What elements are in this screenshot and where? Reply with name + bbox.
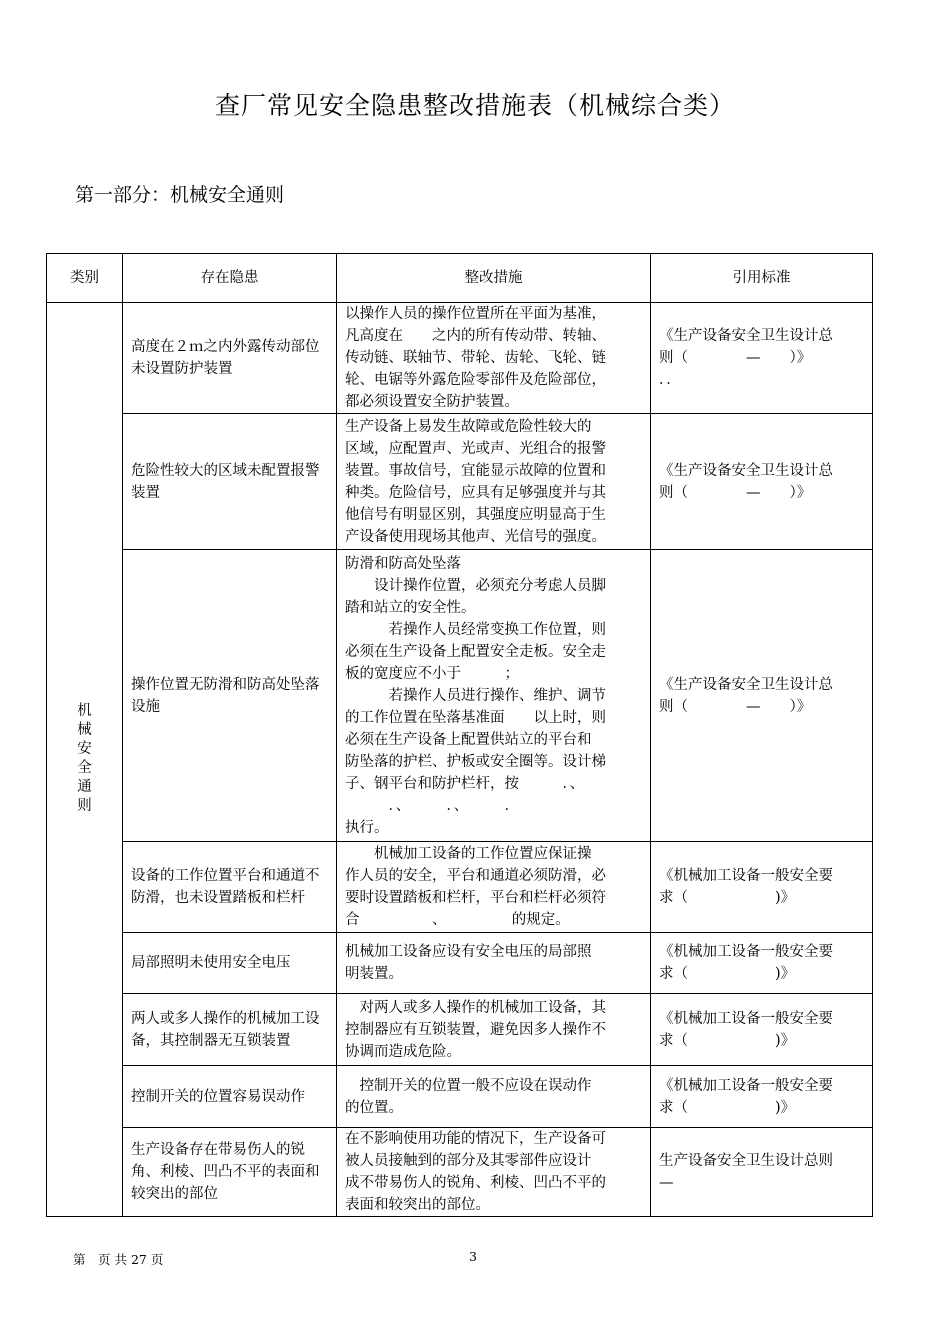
- standard-cell: [651, 414, 873, 550]
- category-label: 机械安全通则: [77, 703, 92, 814]
- standard-line: —: [659, 1175, 674, 1191]
- measure-line: 轮、电锯等外露危险零部件及危险部位，: [345, 372, 606, 388]
- standard-line: 《生产设备安全卫生设计总: [659, 676, 833, 693]
- hazard-cell: 控制开关的位置容易误动作: [123, 1066, 337, 1128]
- document-title: 查厂常见安全隐患整改措施表（机械综合类）: [214, 91, 735, 120]
- measure-line: 凡高度在 之内的所有传动带、转轴、: [345, 328, 606, 344]
- measure-line: 协调而造成危险。: [345, 1043, 461, 1060]
- measure-line: 设计操作位置，必须充分考虑人员脚: [345, 577, 606, 594]
- standard-line: 求（ )》: [659, 1032, 796, 1049]
- measure-line: 的工作位置在坠落基准面 以上时，则: [345, 709, 606, 726]
- measure-line: 在不影响使用功能的情况下，生产设备可: [345, 1131, 606, 1147]
- table-row: [47, 550, 873, 842]
- standard-cell: [651, 842, 873, 933]
- measure-line: 合 、 的规定。: [345, 912, 570, 928]
- hazard-cell: 设备的工作位置平台和通道不防滑，也未设置踏板和栏杆: [123, 842, 337, 933]
- measure-line: 板的宽度应不小于 ；: [345, 665, 519, 682]
- measure-line: 若操作人员经常变换工作位置，则: [345, 621, 606, 638]
- measure-line: 明装置。: [345, 966, 403, 982]
- measure-line: 表面和较突出的部位。: [345, 1197, 490, 1213]
- measure-line: 都必须设置安全防护装置。: [345, 394, 519, 410]
- measure-cell: [337, 1128, 651, 1217]
- measure-line: 他信号有明显区别，其强度应明显高于生: [345, 506, 606, 523]
- header-measure: 整改措施: [337, 254, 651, 303]
- measure-line: 装置。事故信号，宜能显示故障的位置和: [345, 462, 606, 479]
- standard-line: 则（ — ）》: [659, 484, 812, 501]
- standard-line: 则（ — ）》: [659, 350, 812, 366]
- measure-line: 成不带易伤人的锐角、利棱、凹凸不平的: [345, 1175, 606, 1191]
- standard-line: 《机械加工设备一般安全要: [659, 1010, 833, 1027]
- table-row: [47, 303, 873, 414]
- table-row: [47, 1066, 873, 1128]
- measure-line: 控制开关的位置一般不应设在误动作: [345, 1077, 592, 1094]
- standard-cell: [651, 933, 873, 994]
- measure-line: 要时设置踏板和栏杆，平台和栏杆必须符: [345, 890, 606, 906]
- category-cell: [47, 303, 123, 1217]
- measure-line: 传动链、联轴节、带轮、齿轮、飞轮、链: [345, 350, 606, 366]
- measure-line: 对两人或多人操作的机械加工设备，其: [345, 999, 606, 1016]
- standard-cell: [651, 1128, 873, 1217]
- standard-cell: [651, 303, 873, 414]
- measure-cell: [337, 414, 651, 550]
- header-standard: 引用标准: [651, 254, 873, 303]
- hazard-cell: 两人或多人操作的机械加工设备，其控制器无互锁装置: [123, 994, 337, 1066]
- measure-line: 的位置。: [345, 1099, 403, 1116]
- hazard-cell: 危险性较大的区域未配置报警装置: [123, 414, 337, 550]
- footer-page-number: 3: [469, 1249, 477, 1264]
- measure-line: 若操作人员进行操作、维护、调节: [345, 687, 606, 704]
- measure-cell: [337, 842, 651, 933]
- measure-cell: [337, 994, 651, 1066]
- table-row: [47, 1128, 873, 1217]
- measure-line: 被人员接触到的部分及其零部件应设计: [345, 1153, 592, 1169]
- header-category: 类别: [47, 254, 123, 303]
- standard-line: ．．: [659, 372, 681, 388]
- hazard-cell: 生产设备存在带易伤人的锐角、利棱、凹凸不平的表面和较突出的部位: [123, 1128, 337, 1217]
- standard-cell: [651, 550, 873, 842]
- measure-line: 以操作人员的操作位置所在平面为基准，: [345, 306, 606, 322]
- hazard-cell: 操作位置无防滑和防高处坠落设施: [123, 550, 337, 842]
- measure-cell: [337, 1066, 651, 1128]
- measure-line: 必须在生产设备上配置安全走板。安全走: [345, 643, 606, 660]
- measure-line: 机械加工设备的工作位置应保证操: [345, 846, 592, 862]
- measure-line: 踏和站立的安全性。: [345, 599, 476, 616]
- standard-line: 《机械加工设备一般安全要: [659, 944, 833, 960]
- measure-cell: [337, 933, 651, 994]
- standard-line: 求（ )》: [659, 1099, 796, 1116]
- standard-line: 《机械加工设备一般安全要: [659, 868, 833, 884]
- measure-line: 执行。: [345, 819, 389, 836]
- measure-line: 区域，应配置声、光或声、光组合的报警: [345, 440, 606, 457]
- section-heading: 第一部分：机械安全通则: [75, 184, 285, 206]
- standard-line: 《生产设备安全卫生设计总: [659, 328, 833, 344]
- measure-line: 生产设备上易发生故障或危险性较大的: [345, 418, 592, 435]
- hazard-cell: 局部照明未使用安全电压: [123, 933, 337, 994]
- standard-line: 则（ — ）》: [659, 698, 812, 715]
- table-row: [47, 842, 873, 933]
- table-row: [47, 414, 873, 550]
- measure-line: 机械加工设备应设有安全电压的局部照: [345, 944, 592, 960]
- measure-line: 控制器应有互锁装置，避免因多人操作不: [345, 1021, 606, 1038]
- measure-line: 作人员的安全，平台和通道必须防滑，必: [345, 868, 606, 884]
- measure-line: 防滑和防高处坠落: [345, 555, 461, 572]
- measure-cell: [337, 303, 651, 414]
- table-row: [47, 933, 873, 994]
- hazard-table: [46, 253, 873, 1217]
- measure-line: 防坠落的护栏、护板或安全圈等。设计梯: [345, 753, 606, 770]
- standard-line: 生产设备安全卫生设计总则: [659, 1153, 833, 1169]
- table-row: [47, 994, 873, 1066]
- standard-cell: [651, 1066, 873, 1128]
- standard-line: 《机械加工设备一般安全要: [659, 1077, 833, 1094]
- standard-line: 《生产设备安全卫生设计总: [659, 462, 833, 479]
- measure-line: 必须在生产设备上配置供站立的平台和: [345, 731, 592, 748]
- measure-line: 种类。危险信号，应具有足够强度并与其: [345, 484, 606, 501]
- header-hazard: 存在隐患: [123, 254, 337, 303]
- hazard-cell: 高度在２ｍ之内外露传动部位未设置防护装置: [123, 303, 337, 414]
- measure-line: 子、钢平台和防护栏杆，按 ．、: [345, 775, 585, 792]
- measure-line: ．、 ．、 ．: [345, 797, 519, 814]
- table-header-row: [47, 254, 873, 303]
- measure-cell: [337, 550, 651, 842]
- measure-line: 产设备使用现场其他声、光信号的强度。: [345, 528, 606, 545]
- standard-line: 求（ )》: [659, 890, 796, 906]
- standard-cell: [651, 994, 873, 1066]
- footer-page-count: 第 页 共 27 页: [73, 1252, 164, 1267]
- standard-line: 求（ )》: [659, 966, 796, 982]
